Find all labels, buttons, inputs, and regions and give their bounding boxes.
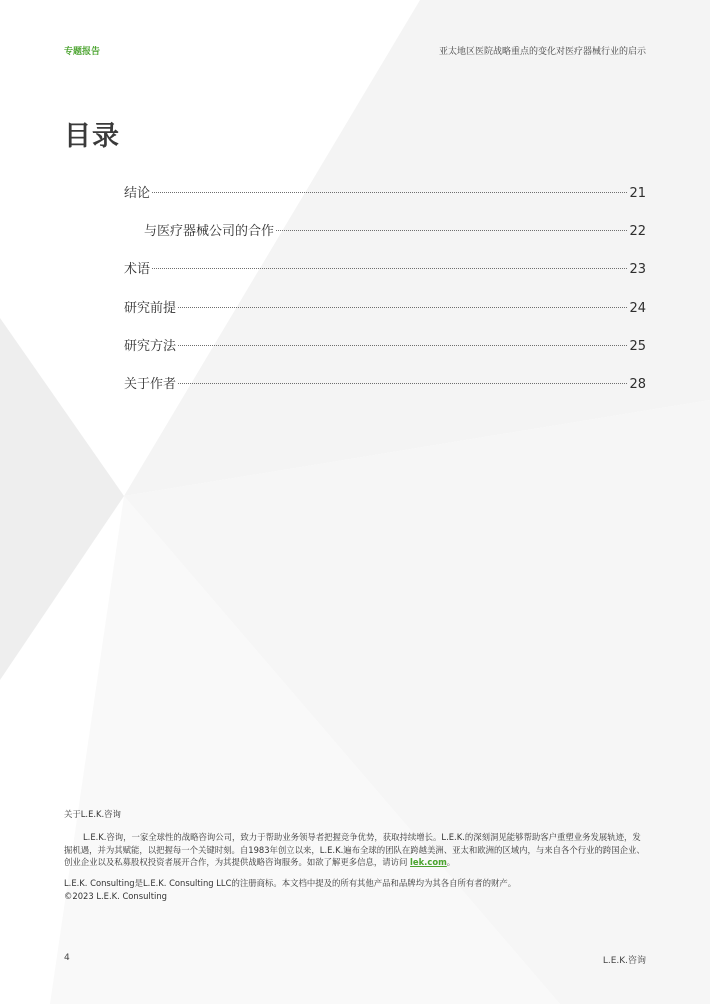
toc-entry-label: 研究前提	[124, 300, 177, 316]
toc-entry-cooperation[interactable]	[124, 220, 646, 258]
toc-entry-label: 与医疗器械公司的合作	[144, 224, 275, 240]
trademark-notice: L.E.K. Consulting是L.E.K. Consulting LLC的注册商标。本文档中提及的所有其他产品和品牌均为其各自所有者的财产。	[64, 878, 517, 889]
toc-entry-methodology[interactable]	[124, 335, 646, 373]
lek-website-link[interactable]: lek.com	[410, 857, 447, 868]
toc-entry-page: 23	[629, 262, 646, 278]
toc-leader-dots	[276, 230, 627, 231]
toc-entry-page: 22	[629, 224, 646, 240]
toc-entry-page: 24	[629, 300, 646, 316]
copyright-notice: ©2023 L.E.K. Consulting	[64, 890, 167, 901]
page-number: 4	[64, 953, 70, 963]
about-section	[64, 808, 646, 903]
about-body-text: L.E.K.咨询，一家全球性的战略咨询公司，致力于帮助业务领导者把握竞争优势，获取持续增长。L.E.K.的深刻洞见能够帮助客户重塑业务发展轨迹，发掘机遇，并为其赋能，以把握每一个关键时刻。自1983年创立以来，L.E.K.遍布全球的团队在跨越美洲、亚太和欧洲的区域内，与来自各个行业的跨国企业、创业企业以及私募股权投资者展开合作，为其提供战略咨询服务。如欲了解更多信息，请访问	[64, 831, 645, 868]
section-label: 专题报告	[64, 47, 101, 57]
toc-entry-page: 28	[629, 376, 646, 392]
about-heading: 关于L.E.K.咨询	[64, 809, 121, 819]
toc-entry-terminology[interactable]	[124, 258, 646, 296]
toc-title: 目录	[64, 121, 120, 152]
toc-entry-label: 术语	[124, 262, 151, 278]
report-title: 亚太地区医院战略重点的变化对医疗器械行业的启示	[438, 47, 646, 57]
toc-entry-label: 关于作者	[124, 376, 177, 392]
toc-leader-dots	[178, 383, 627, 384]
table-of-contents	[124, 182, 646, 411]
toc-entry-conclusion[interactable]	[124, 182, 646, 220]
toc-entry-page: 25	[629, 338, 646, 354]
footer-brand: L.E.K.咨询	[602, 956, 646, 966]
toc-leader-dots	[178, 345, 627, 346]
toc-entry-label: 结论	[124, 186, 151, 201]
toc-entry-authors[interactable]	[124, 373, 646, 411]
toc-entry-premise[interactable]	[124, 297, 646, 335]
toc-leader-dots	[152, 268, 627, 269]
about-body	[64, 831, 646, 869]
about-body-end: 。	[446, 857, 456, 868]
toc-entry-page: 21	[629, 186, 646, 201]
toc-leader-dots	[152, 192, 627, 193]
toc-entry-label: 研究方法	[124, 338, 177, 354]
toc-leader-dots	[178, 307, 627, 308]
